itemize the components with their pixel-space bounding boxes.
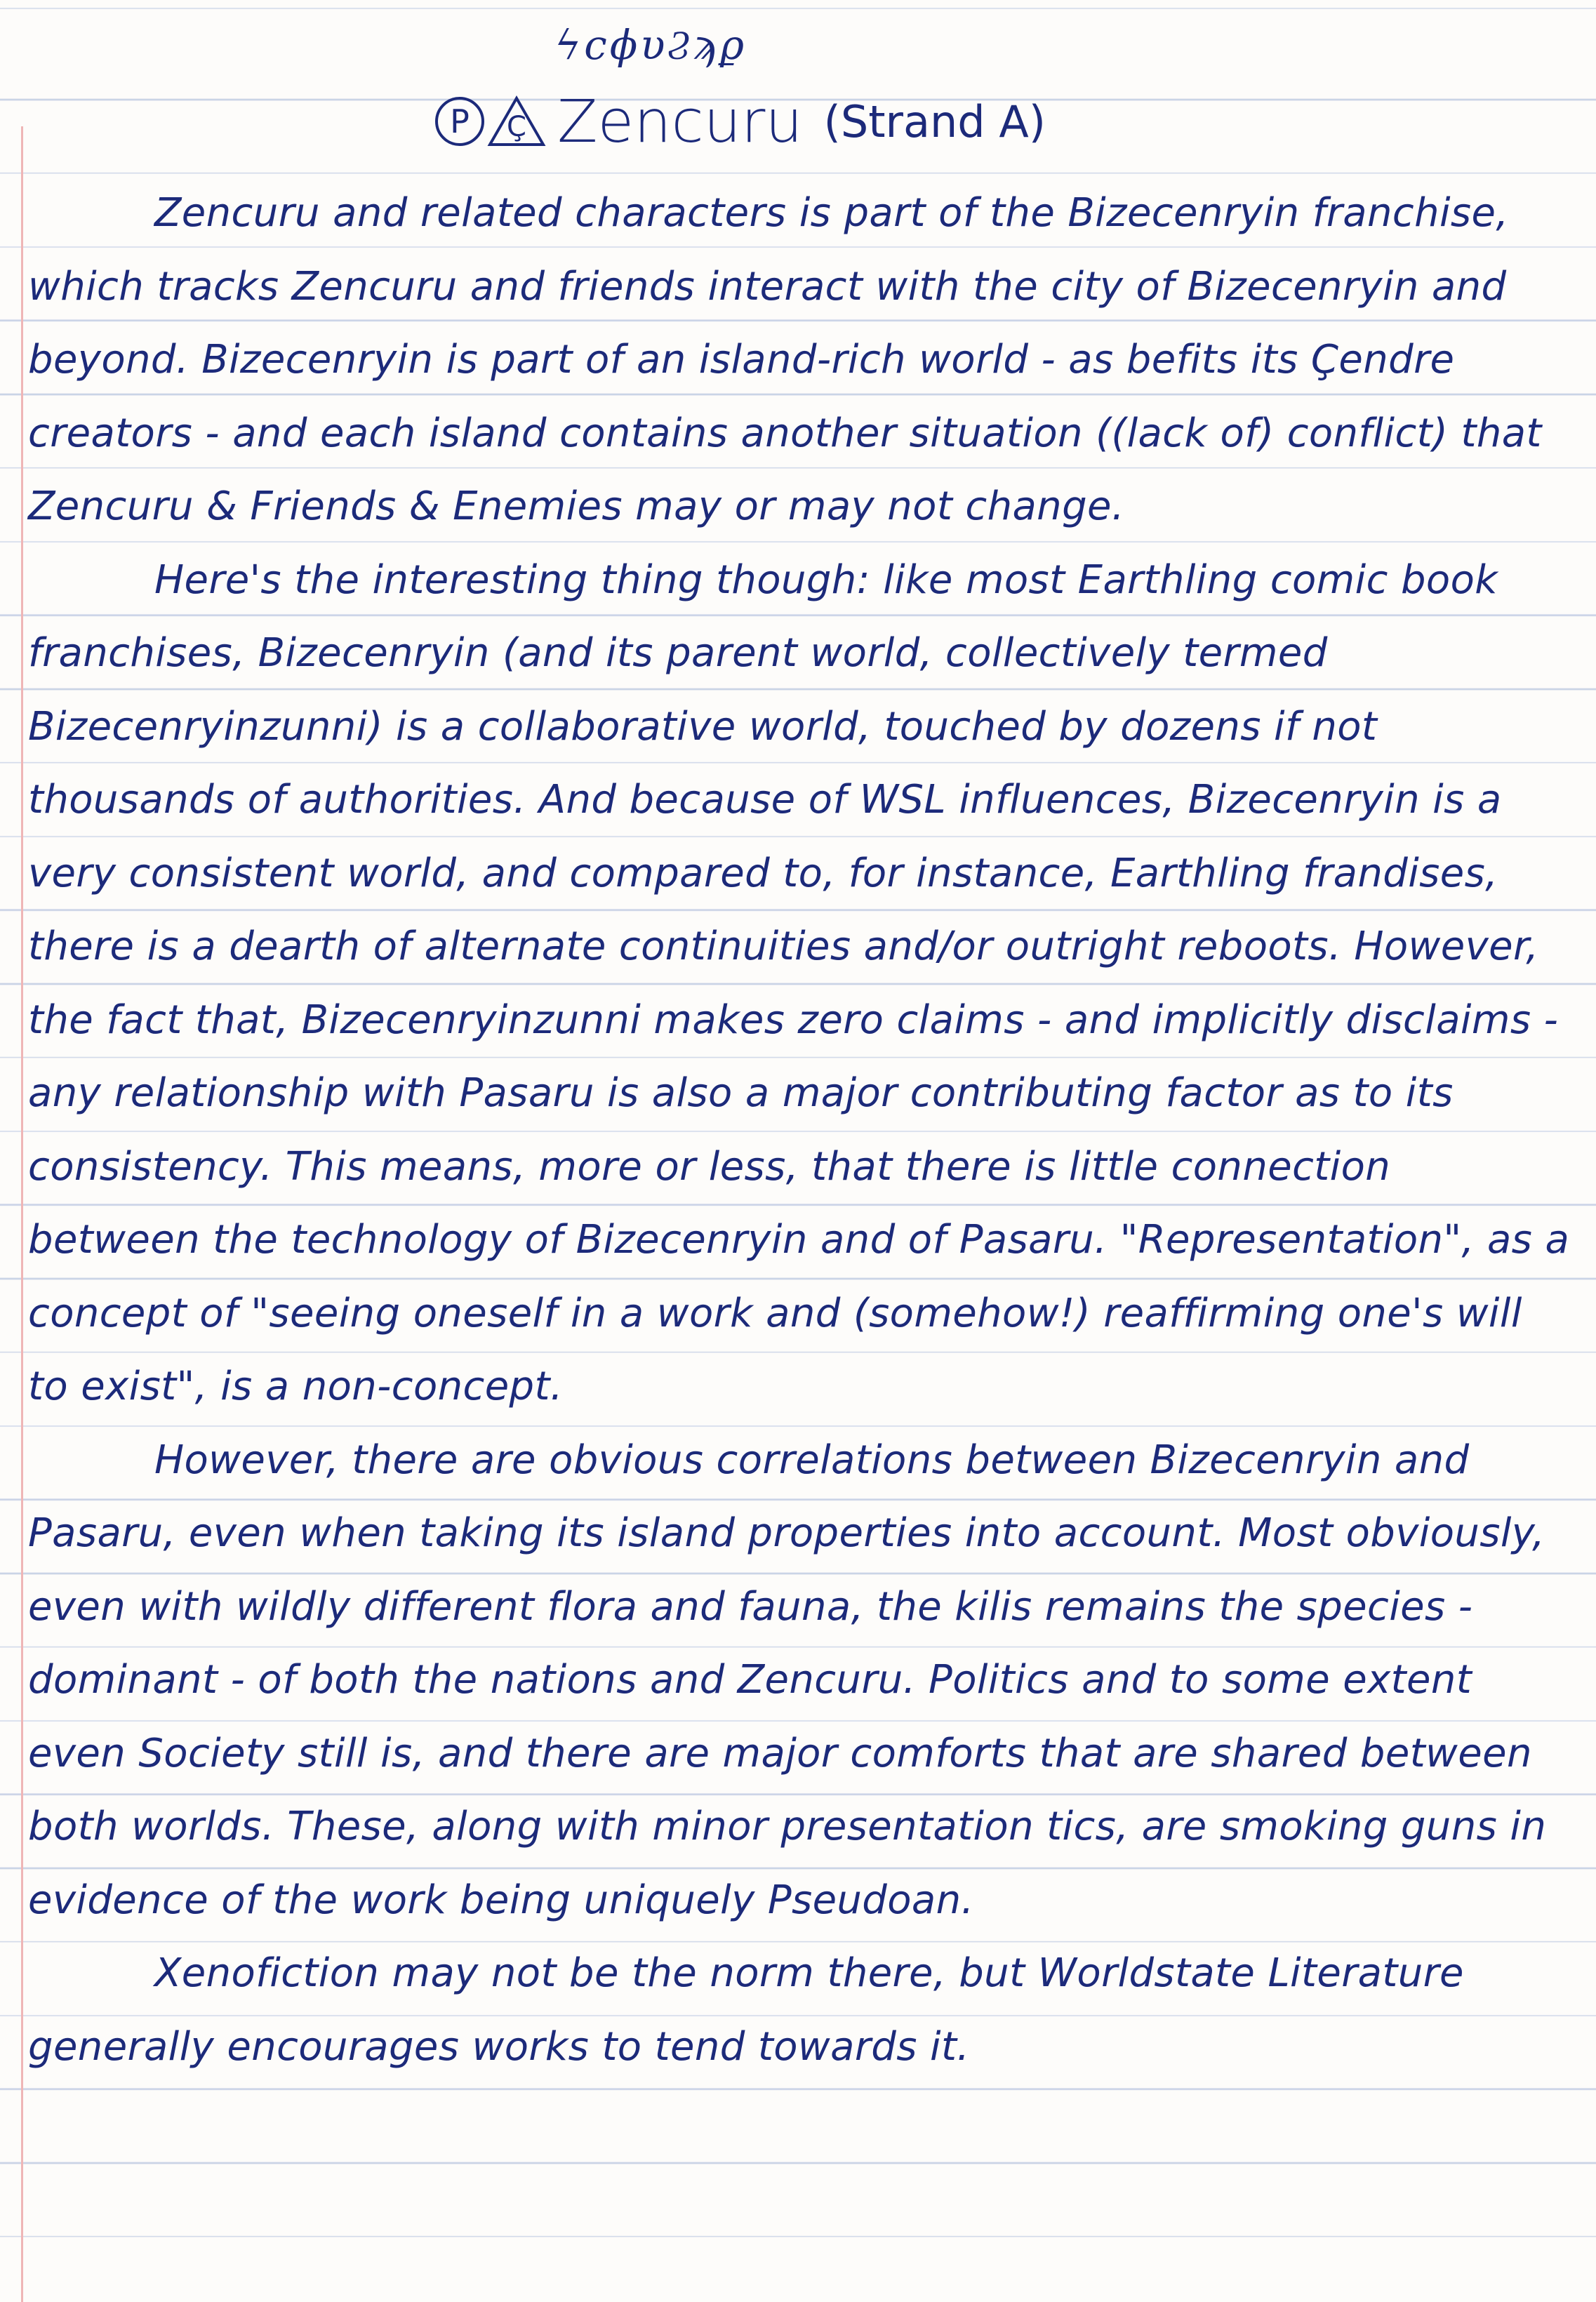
paragraph-2: Here's the interesting thing though: like most Earthling comic book franchises, Bizecenryin (and its parent world, collectively termed Bizecenryinzunni) is a collaborative world, touched by dozens if not thousands of authorities. And because of WSL influences, Bizecenryin is a very consistent world, and compared to, for instance, Earthling frandises, there is a dearth of alternate continuities and/or outright reboots. However, the fact that, Bizecenryinzunni makes zero claims - and implicitly disclaims - any relationship with Pasaru is also a major contributing factor as to its consistency. This means, more or less, that there is little connection between the technology of Bizecenryin and of Pasaru. "Representation", as a concept of "seeing oneself in a work and (somehow!) reaffirming one's will to exist", is a non-concept. [28, 557, 1570, 1409]
paragraph-3: However, there are obvious correlations between Bizecenryin and Pasaru, even when taking its island properties into account. Most obviously, even with wildly different flora and fauna, the kilis remains the species - dominant - of both the nations and Zencuru. Politics and to some extent even Society still is, and there are major comforts that are shared between both worlds. These, along with minor presentation tics, are smoking guns in evidence of the work being uniquely Pseudoan. [28, 1437, 1547, 1923]
circled-letter-icon [435, 97, 484, 146]
page-subtitle: (Strand A) [823, 95, 1046, 147]
triangle-letter: Ç [507, 111, 526, 143]
margin-line [21, 126, 23, 2302]
title-line [435, 83, 1046, 160]
script-heading: ϟϲϕυϨϡϼ [554, 21, 746, 69]
body-text [28, 177, 1571, 2084]
paragraph-4: Xenofiction may not be the norm there, but Worldstate Literature generally encourages works to tend towards it. [28, 1950, 1464, 2070]
triangle-letter-icon [487, 95, 546, 147]
page-title: Zencuru [557, 87, 803, 156]
paragraph-1: Zencuru and related characters is part of the Bizecenryin franchise, which tracks Zencuru and friends interact with the city of Bizecenryin and beyond. Bizecenryin is part of an island-rich world - as befits its Çendre creators - and each island contains another situation ((lack of) conflict) that Zencuru & Friends & Enemies may or may not change. [28, 190, 1542, 529]
circled-letter: P [450, 102, 470, 140]
